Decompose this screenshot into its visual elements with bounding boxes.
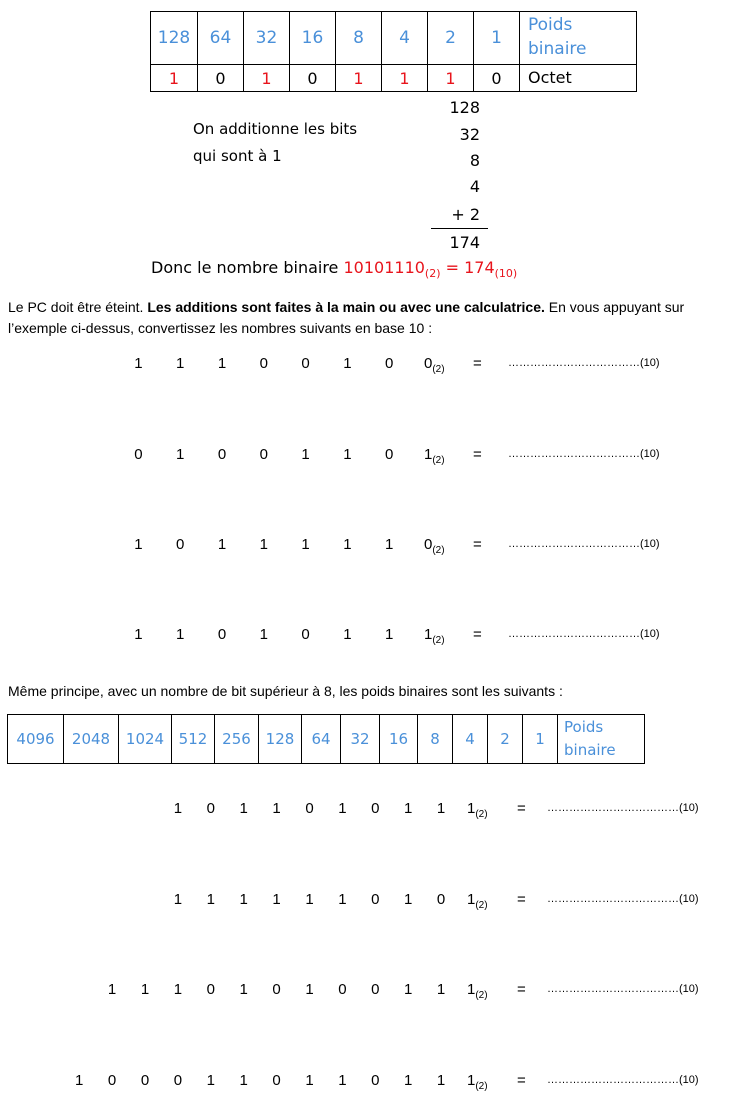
binary-digit: 0 [436, 891, 446, 908]
instructions-line2: l’exemple ci-dessus, convertissez les nombres suivants en base 10 : [8, 320, 433, 336]
binary-digit: 1 [206, 891, 215, 908]
conclusion-prefix: Donc le nombre binaire [151, 258, 344, 277]
base2-subscript: (2) [432, 545, 445, 556]
exercise-row [0, 355, 753, 375]
base2-subscript: (2) [475, 990, 488, 1001]
exercise-row [0, 981, 753, 1001]
weight-cell: 64 [198, 12, 244, 65]
instructions-part1: Le PC doit être éteint. [8, 299, 148, 315]
binary-digit: 1 [343, 446, 352, 463]
conclusion-base10: (10) [494, 267, 518, 281]
binary-digit: 0 [305, 800, 314, 817]
octet-label-cell: Octet [520, 65, 637, 92]
binary-digit: 0 [217, 626, 227, 643]
addend: 32 [459, 125, 480, 144]
weight-cell: 128 [259, 715, 302, 764]
binary-digit: 1 [259, 536, 268, 553]
binary-digit: 1 [134, 355, 143, 372]
binary-digit: $1_{(2)}$ [467, 891, 488, 911]
answer-blank[interactable]: ………………………………(10) [547, 1074, 699, 1086]
binary-digit: 0 [272, 981, 281, 998]
binary-digit: 0 [140, 1072, 150, 1089]
binary-digit: 1 [259, 626, 268, 643]
binary-digit: 1 [272, 800, 281, 817]
binary-digit: 0 [301, 355, 310, 372]
weight-cell: 1024 [119, 715, 172, 764]
weight-cell: 4 [453, 715, 488, 764]
answer-blank[interactable]: ………………………………(10) [547, 893, 699, 905]
binary-digit: 1 [176, 626, 185, 643]
binary-digit: 1 [107, 981, 117, 998]
binary-digit: 0 [371, 1072, 380, 1089]
binary-digit: 1 [206, 1072, 215, 1089]
binary-digit: $1_{(2)}$ [467, 981, 488, 1001]
bit-cell: 1 [428, 65, 474, 92]
binary-digit: 1 [75, 1072, 84, 1089]
weight-cell: 4 [382, 12, 428, 65]
binary-digit: 1 [134, 536, 143, 553]
binary-digit: 1 [385, 536, 394, 553]
answer-blank[interactable]: ………………………………(10) [508, 357, 660, 369]
binary-digit: 0 [338, 981, 347, 998]
binary-digit: 0 [272, 1072, 281, 1089]
weights-row [151, 12, 637, 65]
bit-cell: 0 [198, 65, 244, 92]
binary-digit: 1 [301, 446, 310, 463]
base2-subscript: (2) [432, 455, 445, 466]
weight-cell: 8 [418, 715, 453, 764]
exercise-row [0, 1072, 753, 1092]
binary-digit: 1 [301, 536, 310, 553]
binary-digit: 0 [206, 800, 215, 817]
base2-subscript: (2) [475, 809, 488, 820]
large-weights-table [7, 714, 645, 764]
equals-sign: = [517, 1072, 526, 1089]
binary-digit: 1 [338, 891, 347, 908]
exercise-row [0, 446, 753, 466]
weight-cell: 32 [244, 12, 290, 65]
large-weights-row [8, 715, 645, 764]
binary-digit: 0 [217, 446, 227, 463]
binary-digit: 1 [404, 800, 413, 817]
binary-digit: 0 [301, 626, 310, 643]
binary-digit: 0 [107, 1072, 117, 1089]
binary-digit: 0 [173, 1072, 183, 1089]
binary-digit: $1_{(2)}$ [467, 800, 488, 820]
equals-sign: = [517, 891, 526, 908]
base2-subscript: (2) [475, 900, 488, 911]
binary-digit: $0_{(2)}$ [424, 355, 445, 375]
conclusion-base2: (2) [424, 267, 441, 281]
weight-cell: 2048 [64, 715, 119, 764]
binary-digit: 1 [173, 981, 183, 998]
addend: 8 [469, 151, 480, 170]
binary-digit: 0 [134, 446, 143, 463]
binary-digit: 1 [239, 1072, 248, 1089]
weight-cell: 32 [341, 715, 380, 764]
binary-digit: 1 [239, 891, 248, 908]
equals-sign: = [517, 981, 526, 998]
binary-digit: 1 [436, 800, 446, 817]
conclusion-binary: 10101110 [343, 258, 425, 277]
exercise-row [0, 536, 753, 556]
binary-digit: 1 [176, 355, 185, 372]
binary-digit: 1 [343, 626, 352, 643]
answer-blank[interactable]: ………………………………(10) [508, 448, 660, 460]
binary-digit: 0 [371, 981, 380, 998]
binary-digit: 1 [404, 1072, 413, 1089]
addend: + 2 [451, 205, 480, 224]
sum-caption-line1: On additionne les bits [193, 120, 358, 138]
binary-digit: 1 [173, 800, 183, 817]
binary-digit: 1 [134, 626, 143, 643]
weight-cell: 2 [488, 715, 523, 764]
exercise-row [0, 891, 753, 911]
weight-cell: 128 [151, 12, 198, 65]
weight-cell: 16 [290, 12, 336, 65]
binary-digit: 1 [272, 891, 281, 908]
binary-digit: 1 [385, 626, 394, 643]
base2-subscript: (2) [432, 364, 445, 375]
binary-digit: 0 [385, 355, 394, 372]
binary-digit: 1 [305, 981, 314, 998]
bit-cell: 0 [290, 65, 336, 92]
binary-digit: 1 [173, 891, 183, 908]
sum-line [431, 228, 488, 229]
binary-digit: 1 [404, 981, 413, 998]
bit-cell: 1 [382, 65, 428, 92]
binary-digit: 1 [239, 800, 248, 817]
bit-cell: 0 [474, 65, 520, 92]
instructions-part2: En vous appuyant sur [544, 299, 685, 315]
weight-cell: 4096 [8, 715, 64, 764]
principle-text: Même principe, avec un nombre de bit supérieur à 8, les poids binaires sont les suivants : [8, 683, 563, 699]
instructions [8, 297, 684, 339]
binary-digit: 1 [305, 1072, 314, 1089]
weight-cell: 64 [302, 715, 341, 764]
binary-digit: 1 [217, 355, 227, 372]
weight-label-cell: Poids binaire [558, 715, 645, 764]
binary-digit: 0 [259, 355, 268, 372]
binary-digit: 1 [338, 800, 347, 817]
binary-digit: 1 [404, 891, 413, 908]
addend: 4 [469, 177, 480, 196]
answer-blank[interactable]: ………………………………(10) [508, 538, 660, 550]
binary-digit: 0 [371, 800, 380, 817]
equals-sign: = [517, 800, 526, 817]
bits-row [151, 65, 637, 92]
binary-digit: 1 [140, 981, 150, 998]
answer-blank[interactable]: ………………………………(10) [547, 802, 699, 814]
instructions-bold: Les additions sont faites à la main ou avec une calculatrice. [147, 299, 545, 315]
weight-cell: 256 [215, 715, 259, 764]
binary-digit: $1_{(2)}$ [424, 446, 445, 466]
weight-label-cell: Poids binaire [520, 12, 637, 65]
sum-caption-line2: qui sont à 1 [193, 147, 282, 165]
exercise-row [0, 626, 753, 646]
bit-cell: 1 [151, 65, 198, 92]
bit-cell: 1 [244, 65, 290, 92]
binary-digit: 0 [385, 446, 394, 463]
weight-cell: 2 [428, 12, 474, 65]
binary-digit: 1 [343, 355, 352, 372]
base2-subscript: (2) [475, 1081, 488, 1092]
binary-digit: 1 [436, 981, 446, 998]
binary-digit: 1 [217, 536, 227, 553]
binary-digit: 1 [305, 891, 314, 908]
weight-cell: 8 [336, 12, 382, 65]
binary-digit: 1 [176, 446, 185, 463]
binary-digit: 0 [259, 446, 268, 463]
binary-digit: 1 [239, 981, 248, 998]
bit-cell: 1 [336, 65, 382, 92]
addend: 128 [449, 98, 480, 117]
weight-cell: 512 [172, 715, 215, 764]
binary-digit: 1 [338, 1072, 347, 1089]
exercise-row [0, 800, 753, 820]
binary-digit: 0 [371, 891, 380, 908]
conclusion-equals: = 174 [440, 258, 495, 277]
equals-sign: = [473, 536, 482, 553]
binary-digit: $1_{(2)}$ [467, 1072, 488, 1092]
base2-subscript: (2) [432, 635, 445, 646]
weight-cell: 1 [523, 715, 558, 764]
binary-digit: $1_{(2)}$ [424, 626, 445, 646]
sum-result: 174 [449, 233, 480, 252]
equals-sign: = [473, 626, 482, 643]
example-weights-table [150, 11, 637, 92]
conclusion [151, 258, 517, 280]
weight-cell: 16 [380, 715, 418, 764]
equals-sign: = [473, 446, 482, 463]
answer-blank[interactable]: ………………………………(10) [547, 983, 699, 995]
sum-caption [193, 116, 357, 170]
binary-digit: 0 [206, 981, 215, 998]
equals-sign: = [473, 355, 482, 372]
answer-blank[interactable]: ………………………………(10) [508, 628, 660, 640]
binary-digit: $0_{(2)}$ [424, 536, 445, 556]
weight-cell: 1 [474, 12, 520, 65]
binary-digit: 1 [343, 536, 352, 553]
binary-digit: 0 [176, 536, 185, 553]
binary-digit: 1 [436, 1072, 446, 1089]
